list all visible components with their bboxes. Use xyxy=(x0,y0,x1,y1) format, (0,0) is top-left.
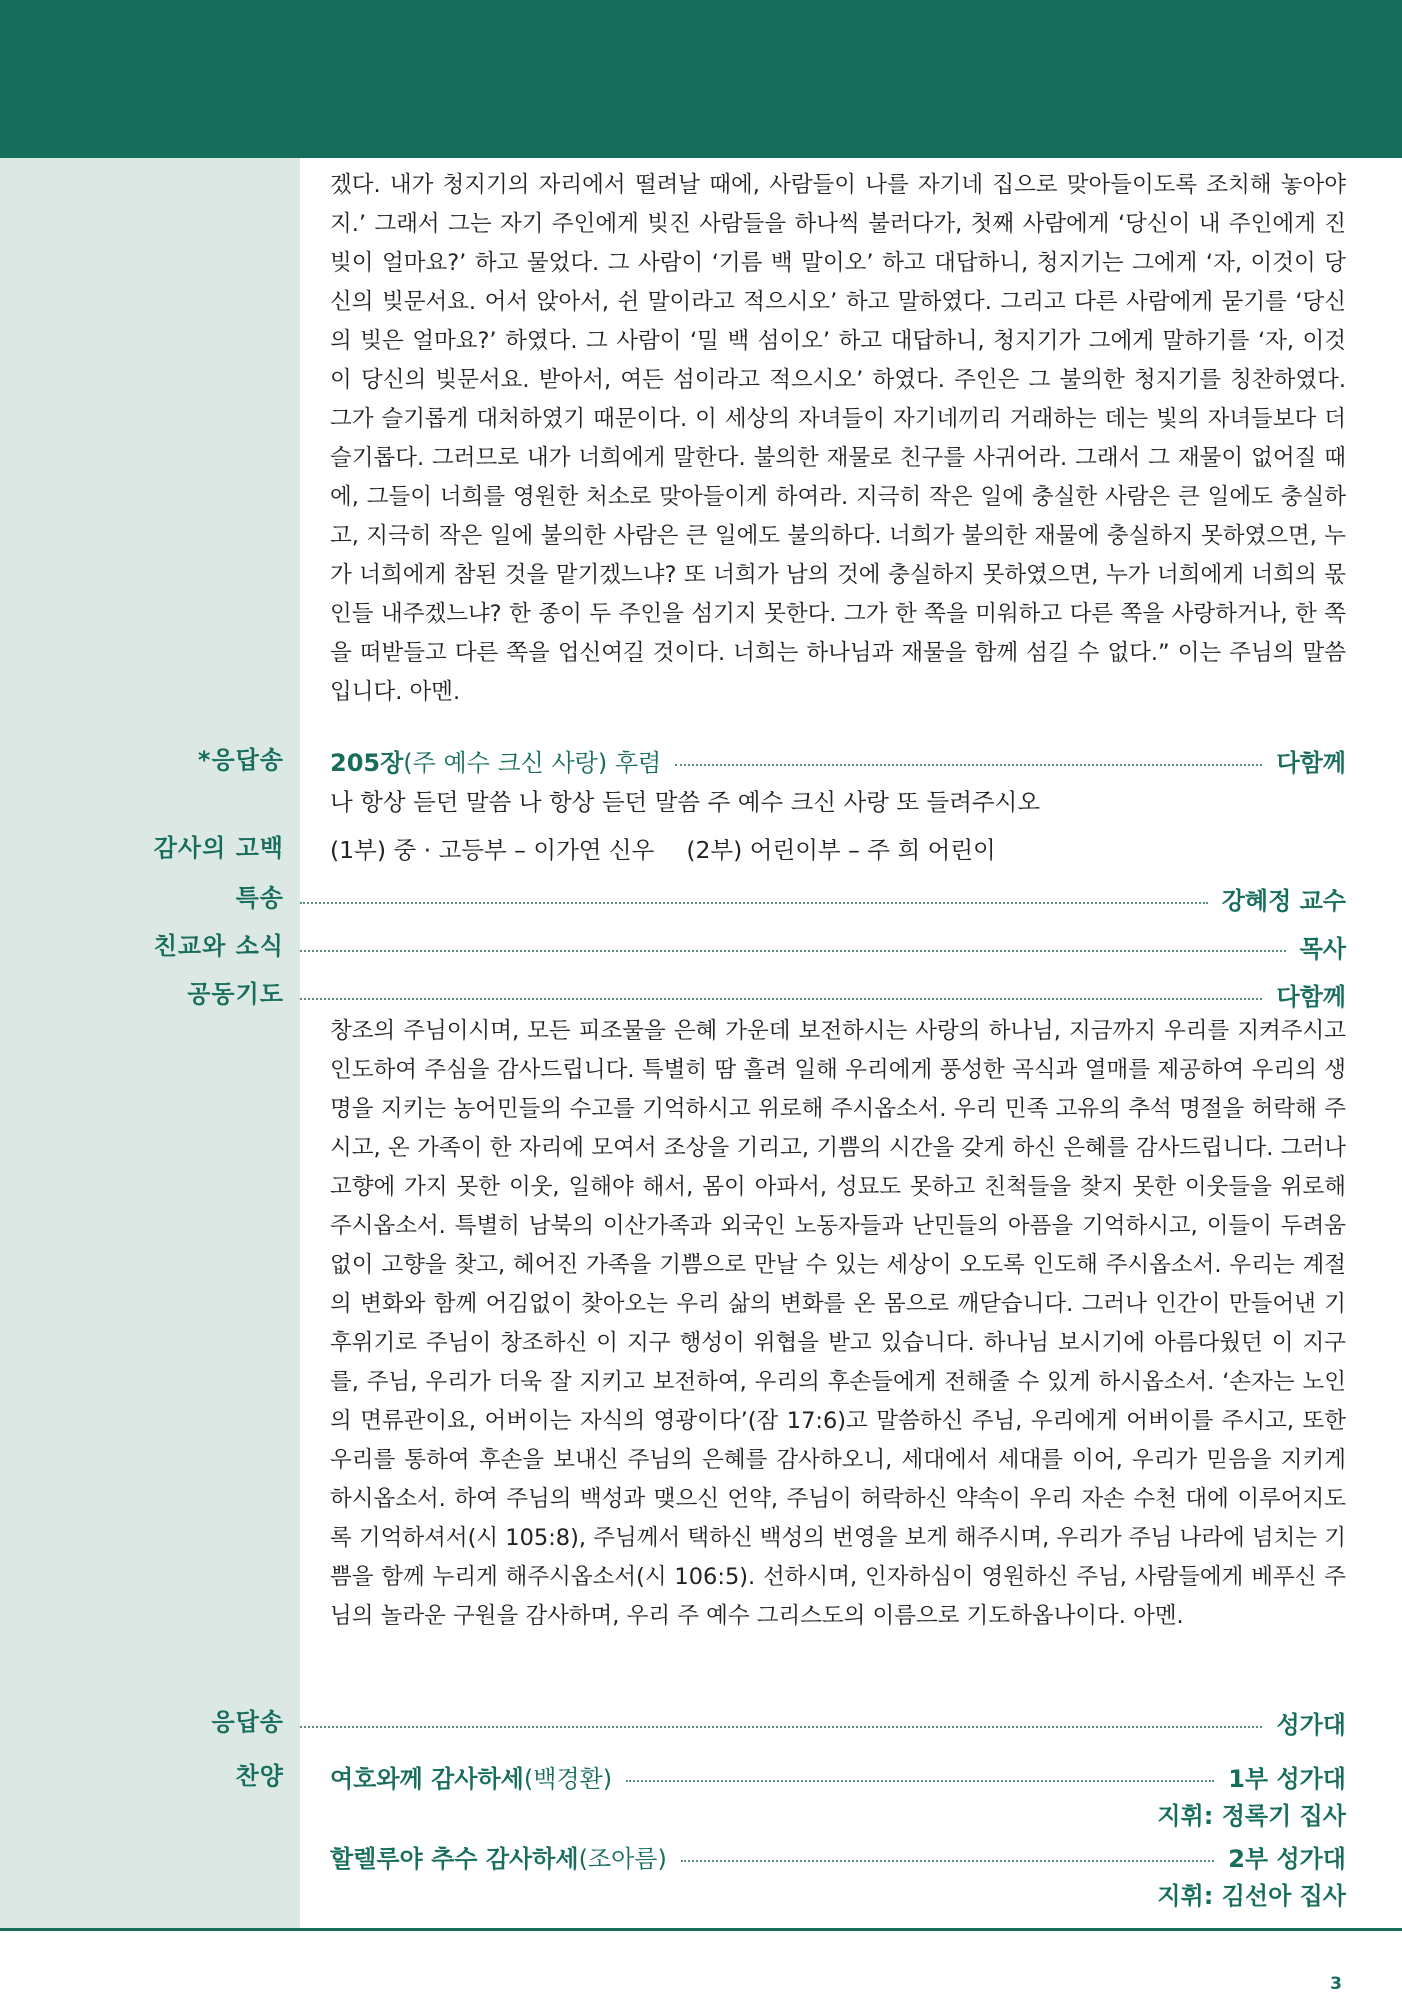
response-song-performer: 성가대 xyxy=(1276,1710,1346,1739)
header-bar xyxy=(0,0,1402,158)
anthem-label: 찬양 xyxy=(235,1762,284,1790)
response-song-label: 응답송 xyxy=(211,1708,284,1736)
anthem-composer: (조아름) xyxy=(578,1844,667,1873)
special-song-label: 특송 xyxy=(235,884,284,912)
anthem-choir: 1부 성가대 xyxy=(1228,1764,1346,1793)
anthem-title: 여호와께 감사하세 xyxy=(330,1764,524,1793)
anthem-choir: 2부 성가대 xyxy=(1228,1844,1346,1873)
hymn-performer: 다함께 xyxy=(1276,748,1346,777)
scripture-text: 겠다. 내가 청지기의 자리에서 떨려날 때에, 사람들이 나를 자기네 집으로 맞아들이도록 조치해 놓아야지.’ 그래서 그는 자기 주인에게 빚진 사람들을 하나씩 불러다가, 첫째 사람에게 ‘당신이 내 주인에게 진 빚이 얼마요?’ 하고 물었다. 그 사람이 ‘기름 백 말이오’ 하고 대답하니, 청지기는 그에게 ‘자, 이것이 당신의 빚문서요. 어서 앉아서, 쉰 말이라고 적으시오’ 하고 말하였다. 그리고 다른 사람에게 묻기를 ‘당신의 빚은 얼마요?’ 하였다. 그 사람이 ‘밀 백 섬이오’ 하고 대답하니, 청지기가 그에게 말하기를 ‘자, 이것이 당신의 빚문서요. 받아서, 여든 섬이라고 적으시오’ 하였다. 주인은 그 불의한 청지기를 칭찬하였다. 그가 슬기롭게 대처하였기 때문이다. 이 세상의 자녀들이 자기네끼리 거래하는 데는 빛의 자녀들보다 더 슬기롭다. 그러므로 내가 너희에게 말한다. 불의한 재물로 친구를 사귀어라. 그래서 그 재물이 없어질 때에, 그들이 너희를 영원한 처소로 맞아들이게 하여라. 지극히 작은 일에 충실한 사람은 큰 일에도 충실하고, 지극히 작은 일에 불의한 사람은 큰 일에도 불의하다. 너희가 불의한 재물에 충실하지 못하였으면, 누가 너희에게 참된 것을 맡기겠느냐? 또 너희가 남의 것에 충실하지 못하였으면, 누가 너희에게 너희의 몫인들 내주겠느냐? 한 종이 두 주인을 섬기지 못한다. 그가 한 쪽을 미워하고 다른 쪽을 사랑하거나, 한 쪽을 떠받들고 다른 쪽을 업신여길 것이다. 너희는 하나님과 재물을 함께 섬길 수 없다.” 이는 주님의 말씀입니다. 아멘. xyxy=(330,172,1346,705)
hymn-number: 205장 xyxy=(330,748,404,777)
common-prayer-label: 공동기도 xyxy=(187,980,284,1008)
anthem-conductor: 지휘: 김선아 집사 xyxy=(1157,1882,1346,1910)
dotted-leader xyxy=(300,1726,1262,1728)
anthem-item-2 xyxy=(330,1834,1346,1878)
fellowship-performer: 목사 xyxy=(1299,934,1346,963)
common-prayer-performer: 다함께 xyxy=(1276,982,1346,1011)
dotted-leader xyxy=(626,1780,1214,1782)
testimony-row xyxy=(330,826,1346,870)
response-song-row xyxy=(300,1700,1346,1744)
dotted-leader xyxy=(681,1860,1214,1862)
prayer-text: 창조의 주님이시며, 모든 피조물을 은혜 가운데 보전하시는 사랑의 하나님, 지금까지 우리를 지켜주시고 인도하여 주심을 감사드립니다. 특별히 땀 흘려 일해 우리에게 풍성한 곡식과 열매를 제공하여 우리의 생명을 지키는 농어민들의 수고를 기억하시고 위로해 주시옵소서. 우리 민족 고유의 추석 명절을 허락해 주시고, 온 가족이 한 자리에 모여서 조상을 기리고, 기쁨의 시간을 갖게 하신 은혜를 감사드립니다. 그러나 고향에 가지 못한 이웃, 일해야 해서, 몸이 아파서, 성묘도 못하고 친척들을 찾지 못한 이웃들을 위로해 주시옵소서. 특별히 남북의 이산가족과 외국인 노동자들과 난민들의 아픔을 기억하시고, 이들이 두려움 없이 고향을 찾고, 헤어진 가족을 기쁨으로 만날 수 있는 세상이 오도록 인도해 주시옵소서. 우리는 계절의 변화와 함께 어김없이 찾아오는 우리 삶의 변화를 온 몸으로 깨닫습니다. 그러나 인간이 만들어낸 기후위기로 주님이 창조하신 이 지구 행성이 위협을 받고 있습니다. 하나님 보시기에 아름다웠던 이 지구를, 주님, 우리가 더욱 잘 지키고 보전하여, 우리의 후손들에게 전해줄 수 있게 하시옵소서. ‘손자는 노인의 면류관이요, 어버이는 자식의 영광이다’(잠 17:6)고 말씀하신 주님, 우리에게 어버이를 주시고, 또한 우리를 통하여 후손을 보내신 주님의 은혜를 감사하오니, 세대에서 세대를 이어, 우리가 믿음을 지키게 하시옵소서. 하여 주님의 백성과 맺으신 언약, 주님이 허락하신 약속이 우리 자손 수천 대에 이루어지도록 기억하셔서(시 105:8), 주님께서 택하신 백성의 번영을 보게 해주시며, 우리가 주님 나라에 넘치는 기쁨을 함께 누리게 해주시옵소서(시 106:5). 선하시며, 인자하심이 영원하신 주님, 사람들에게 베푸신 주님의 놀라운 구원을 감사하며, 우리 주 예수 그리스도의 이름으로 기도하옵나이다. 아멘. xyxy=(330,1018,1347,1629)
dotted-leader xyxy=(300,998,1262,1000)
page-number: 3 xyxy=(1330,1974,1342,1994)
anthem-item-1 xyxy=(330,1754,1346,1798)
response-hymn-row xyxy=(330,738,1346,782)
hymn-lyrics-row xyxy=(330,778,1346,822)
testimony-part1: (1부) 중 · 고등부 – 이가연 신우 xyxy=(330,836,655,864)
special-song-performer: 강혜정 교수 xyxy=(1221,886,1346,915)
fellowship-label: 친교와 소식 xyxy=(153,932,284,960)
footer-rule xyxy=(0,1928,1402,1931)
anthem-composer: (백경환) xyxy=(523,1764,613,1793)
dotted-leader xyxy=(300,902,1208,904)
testimony-label: 감사의 고백 xyxy=(153,834,284,862)
special-song-row xyxy=(300,876,1346,920)
sidebar-band xyxy=(0,158,300,1930)
response-hymn-label: *응답송 xyxy=(197,746,284,774)
fellowship-row xyxy=(300,924,1346,968)
hymn-lyrics: 나 항상 듣던 말씀 나 항상 듣던 말씀 주 예수 크신 사랑 또 들려주시오 xyxy=(330,788,1041,816)
dotted-leader xyxy=(300,950,1286,952)
anthem-title: 할렐루야 추수 감사하세 xyxy=(330,1844,579,1873)
hymn-detail: (주 예수 크신 사랑) 후렴 xyxy=(403,748,662,777)
dotted-leader xyxy=(675,764,1262,766)
anthem-conductor: 지휘: 정록기 집사 xyxy=(1157,1802,1346,1830)
common-prayer-row xyxy=(300,972,1346,1016)
testimony-part2: (2부) 어린이부 – 주 희 어린이 xyxy=(686,836,996,864)
